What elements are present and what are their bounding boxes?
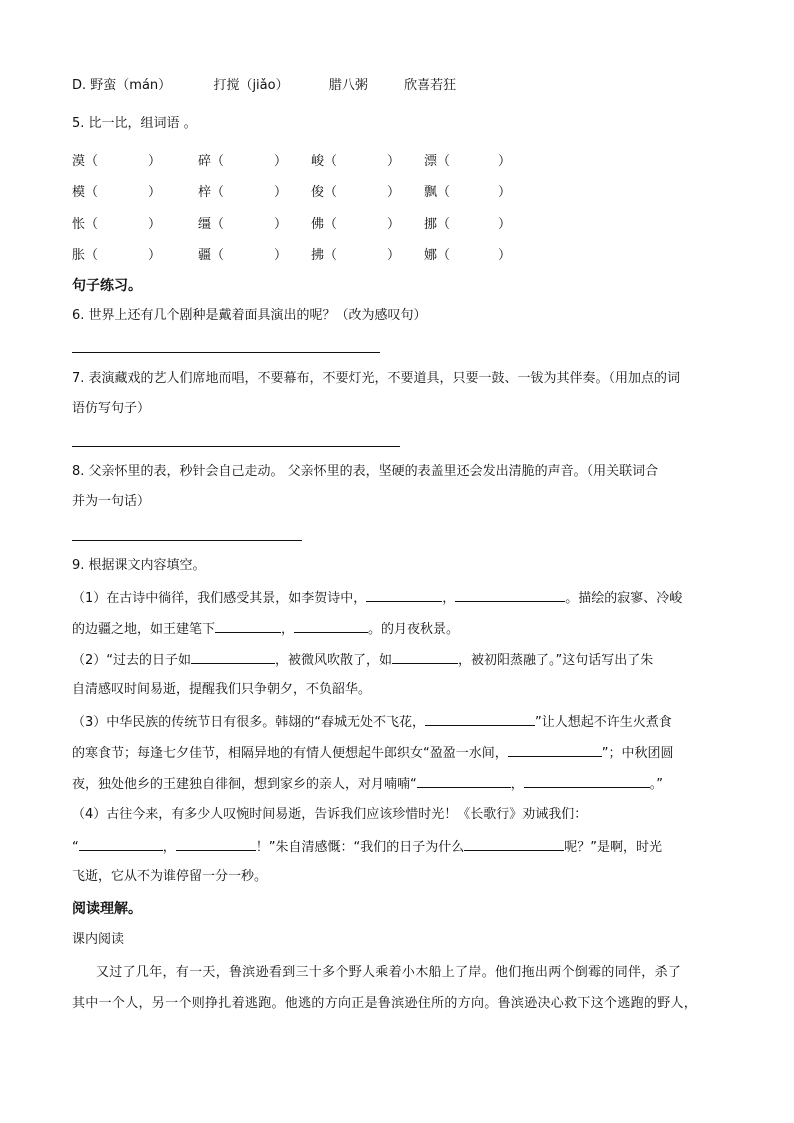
q9-text: （1）在古诗中徜徉，我们感受其景，如李贺诗中，: [72, 591, 367, 606]
q7-text-line1: 7. 表演藏戏的艺人们席地而唱，不要幕布，不要灯光，不要道具，只要一鼓、一钹为其伴奏。（用加点的词: [72, 371, 681, 386]
q5-cell: 挪（: [424, 217, 451, 232]
option-d-word-2: 打搅（jiǎo）: [213, 78, 289, 93]
blank[interactable]: [417, 773, 511, 788]
blank[interactable]: [79, 836, 163, 851]
q5-cell: ）: [274, 154, 288, 169]
q5-cell: 疆（: [198, 248, 225, 263]
q5-cell: ）: [148, 154, 162, 169]
blank[interactable]: [524, 773, 650, 788]
q5-cell: ）: [387, 217, 401, 232]
q9-text: ，: [162, 840, 176, 855]
q5-cell: ）: [148, 248, 162, 263]
q9-text: ！”朱自清感慨：“我们的日子为什么: [255, 840, 465, 855]
q5-cell: ）: [498, 248, 512, 263]
q5-cell: 峻（: [311, 154, 338, 169]
q9-text: ，: [510, 777, 524, 792]
blank[interactable]: [455, 587, 565, 602]
q9-part1-line1: [72, 587, 682, 609]
q9-part3-line3: [72, 773, 663, 795]
q9-text: ”让人想起不许生火煮食: [535, 715, 672, 730]
q9-part4-line1: （4）古往今来，有多少人叹惋时间易逝，告诉我们应该珍惜时光！《长歌行》劝诫我们：: [72, 807, 588, 822]
q5-cell: ）: [274, 217, 288, 232]
q9-part3-line1: [72, 711, 672, 733]
q9-title: 9. 根据课文内容填空。: [72, 558, 206, 573]
q9-text: ，: [281, 622, 295, 637]
q7-answer-line[interactable]: [72, 446, 400, 447]
q5-cell: ）: [498, 185, 512, 200]
q5-cell: 漂（: [424, 154, 451, 169]
blank[interactable]: [294, 618, 368, 633]
q4-option-d: [72, 74, 456, 93]
q9-text: ，: [442, 591, 456, 606]
q5-cell: 梓（: [198, 185, 225, 200]
option-d-word-3: 腊八粥: [328, 78, 368, 93]
reading-subheading: 课内阅读: [72, 932, 125, 947]
q5-title: 5. 比一比，组词语 。: [72, 116, 197, 131]
q6-answer-line[interactable]: [72, 352, 380, 353]
q9-text: 的边疆之地，如王建笔下: [72, 622, 216, 637]
q8-answer-line[interactable]: [72, 540, 302, 541]
q9-text: 。”: [649, 777, 664, 792]
blank[interactable]: [392, 649, 458, 664]
blank[interactable]: [508, 742, 602, 757]
blank[interactable]: [176, 836, 256, 851]
q5-cell: 俊（: [311, 185, 338, 200]
q5-cell: ）: [274, 248, 288, 263]
q5-cell: 胀（: [72, 248, 99, 263]
q9-text: ，被微风吹散了，如: [275, 653, 393, 668]
q5-cell: ）: [387, 248, 401, 263]
section-heading-reading: 阅读理解。: [72, 901, 142, 917]
blank[interactable]: [425, 711, 535, 726]
option-d-word-4: 欣喜若狂: [404, 78, 457, 93]
blank[interactable]: [366, 587, 442, 602]
q5-cell: 模（: [72, 185, 99, 200]
q9-part4-line3: 飞逝，它从不为谁停留一分一秒。: [72, 869, 268, 884]
q5-cell: ）: [274, 185, 288, 200]
q9-text: 。的月夜秋景。: [368, 622, 460, 637]
blank[interactable]: [215, 618, 281, 633]
q5-cell: 缰（: [198, 217, 225, 232]
q5-cell: 漠（: [72, 154, 99, 169]
q9-part3-line2: [72, 742, 674, 764]
q9-part4-line2: [72, 836, 662, 858]
q5-cell: ）: [498, 154, 512, 169]
blank[interactable]: [464, 836, 564, 851]
q5-cell: ）: [498, 217, 512, 232]
q5-cell: ）: [148, 217, 162, 232]
q9-text: 夜，独处他乡的王建独自徘徊，想到家乡的亲人，对月喃喃“: [72, 777, 417, 792]
q5-cell: ）: [387, 185, 401, 200]
reading-passage-line2: 其中一个人，另一个则挣扎着逃跑。他逃的方向正是鲁滨逊住所的方向。鲁滨逊决心救下这个逃跑的野人，: [72, 996, 698, 1011]
q5-cell: ）: [387, 154, 401, 169]
q5-cell: 碎（: [198, 154, 225, 169]
q7-text-line2: 语仿写句子）: [72, 401, 151, 416]
q8-text-line1: 8. 父亲怀里的表，秒针会自己走动。 父亲怀里的表，坚硬的表盖里还会发出清脆的声音。（用关联词合: [72, 464, 659, 479]
blank[interactable]: [191, 649, 275, 664]
option-d-word-1: D. 野蛮（mán）: [72, 78, 172, 93]
section-heading-sentence: 句子练习。: [72, 278, 142, 294]
q9-part1-line2: [72, 618, 459, 640]
q9-text: ，被初阳蒸融了。”这句话写出了朱: [458, 653, 654, 668]
q9-text: 的寒食节；每逢七夕佳节，相隔异地的有情人便想起牛郎织女“盈盈一水间，: [72, 746, 508, 761]
reading-passage-line1: 又过了几年，有一天，鲁滨逊看到三十多个野人乘着小木船上了岸。他们拖出两个倒霉的同伴，杀了: [96, 965, 682, 980]
q5-cell: 娜（: [424, 248, 451, 263]
q9-text: 。描绘的寂寥、冷峻: [565, 591, 683, 606]
q5-cell: 怅（: [72, 217, 99, 232]
q9-text: （2）“过去的日子如: [72, 653, 192, 668]
q5-cell: 飘（: [424, 185, 451, 200]
q8-text-line2: 并为一句话）: [72, 494, 151, 509]
q9-text: “: [72, 840, 79, 855]
q5-cell: 拂（: [311, 248, 338, 263]
q9-part2-line1: [72, 649, 653, 671]
q9-text: 呢？”是啊，时光: [564, 840, 662, 855]
q9-part2-line2: 自清感叹时间易逝，提醒我们只争朝夕，不负韶华。: [72, 682, 372, 697]
q9-text: ”；中秋团圆: [601, 746, 674, 761]
q6-text: 6. 世界上还有几个剧种是戴着面具演出的呢？（改为感叹句）: [72, 308, 427, 323]
q5-cell: ）: [148, 185, 162, 200]
q5-cell: 佛（: [311, 217, 338, 232]
q9-text: （3）中华民族的传统节日有很多。韩翃的“春城无处不飞花，: [72, 715, 426, 730]
